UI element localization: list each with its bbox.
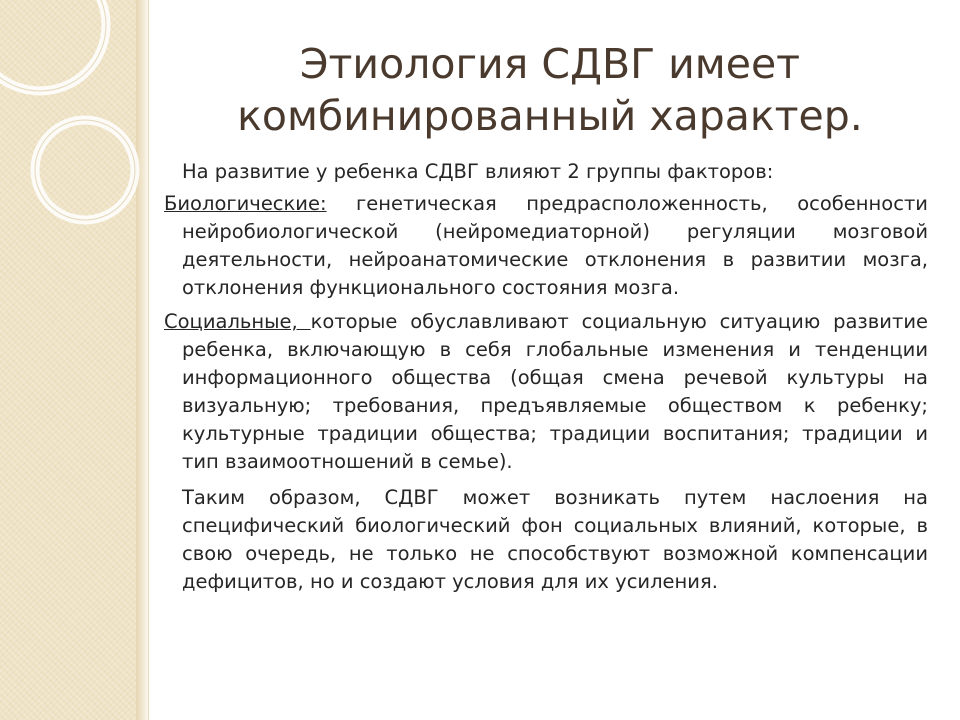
slide-title bbox=[160, 38, 940, 142]
slide-title-line-2: комбинированный характер. bbox=[237, 92, 863, 140]
intro-text: На развитие у ребенка СДВГ влияют 2 группы факторов: bbox=[182, 160, 774, 183]
decorative-rings-icon bbox=[0, 0, 160, 260]
social-factors-text: которые обуславливают социальную ситуацию развитие ребенка, включающую в себя глобальные изменения и тенденции информационного общества (общая смена речевой культуры на визуальную; требования, предъявляемые обществом к ребенку; культурные традиции общества; традиции воспитания; традиции и тип взаимоотношений в семье). bbox=[182, 310, 929, 473]
biological-factors-label: Биологические: bbox=[164, 192, 327, 215]
biological-factors-text: генетическая предрасположенность, особенности нейробиологической (нейромедиаторной) регуляции мозговой деятельности, нейроанатомические отклонения в развитии мозга, отклонения функционального состояния мозга. bbox=[182, 192, 928, 299]
slide-title-line-1: Этиология СДВГ имеет bbox=[299, 40, 801, 88]
social-factors-label: Социальные, bbox=[164, 310, 311, 333]
social-factors-paragraph bbox=[164, 308, 928, 476]
conclusion-paragraph: Таким образом, СДВГ может возникать путем наслоения на специфический биологический фон социальных влияний, которые, в свою очередь, не только не способствуют возможной компенсации дефицитов, но и создают условия для их усиления. bbox=[182, 486, 928, 593]
slide-body bbox=[164, 158, 928, 596]
biological-factors-paragraph bbox=[164, 190, 928, 302]
